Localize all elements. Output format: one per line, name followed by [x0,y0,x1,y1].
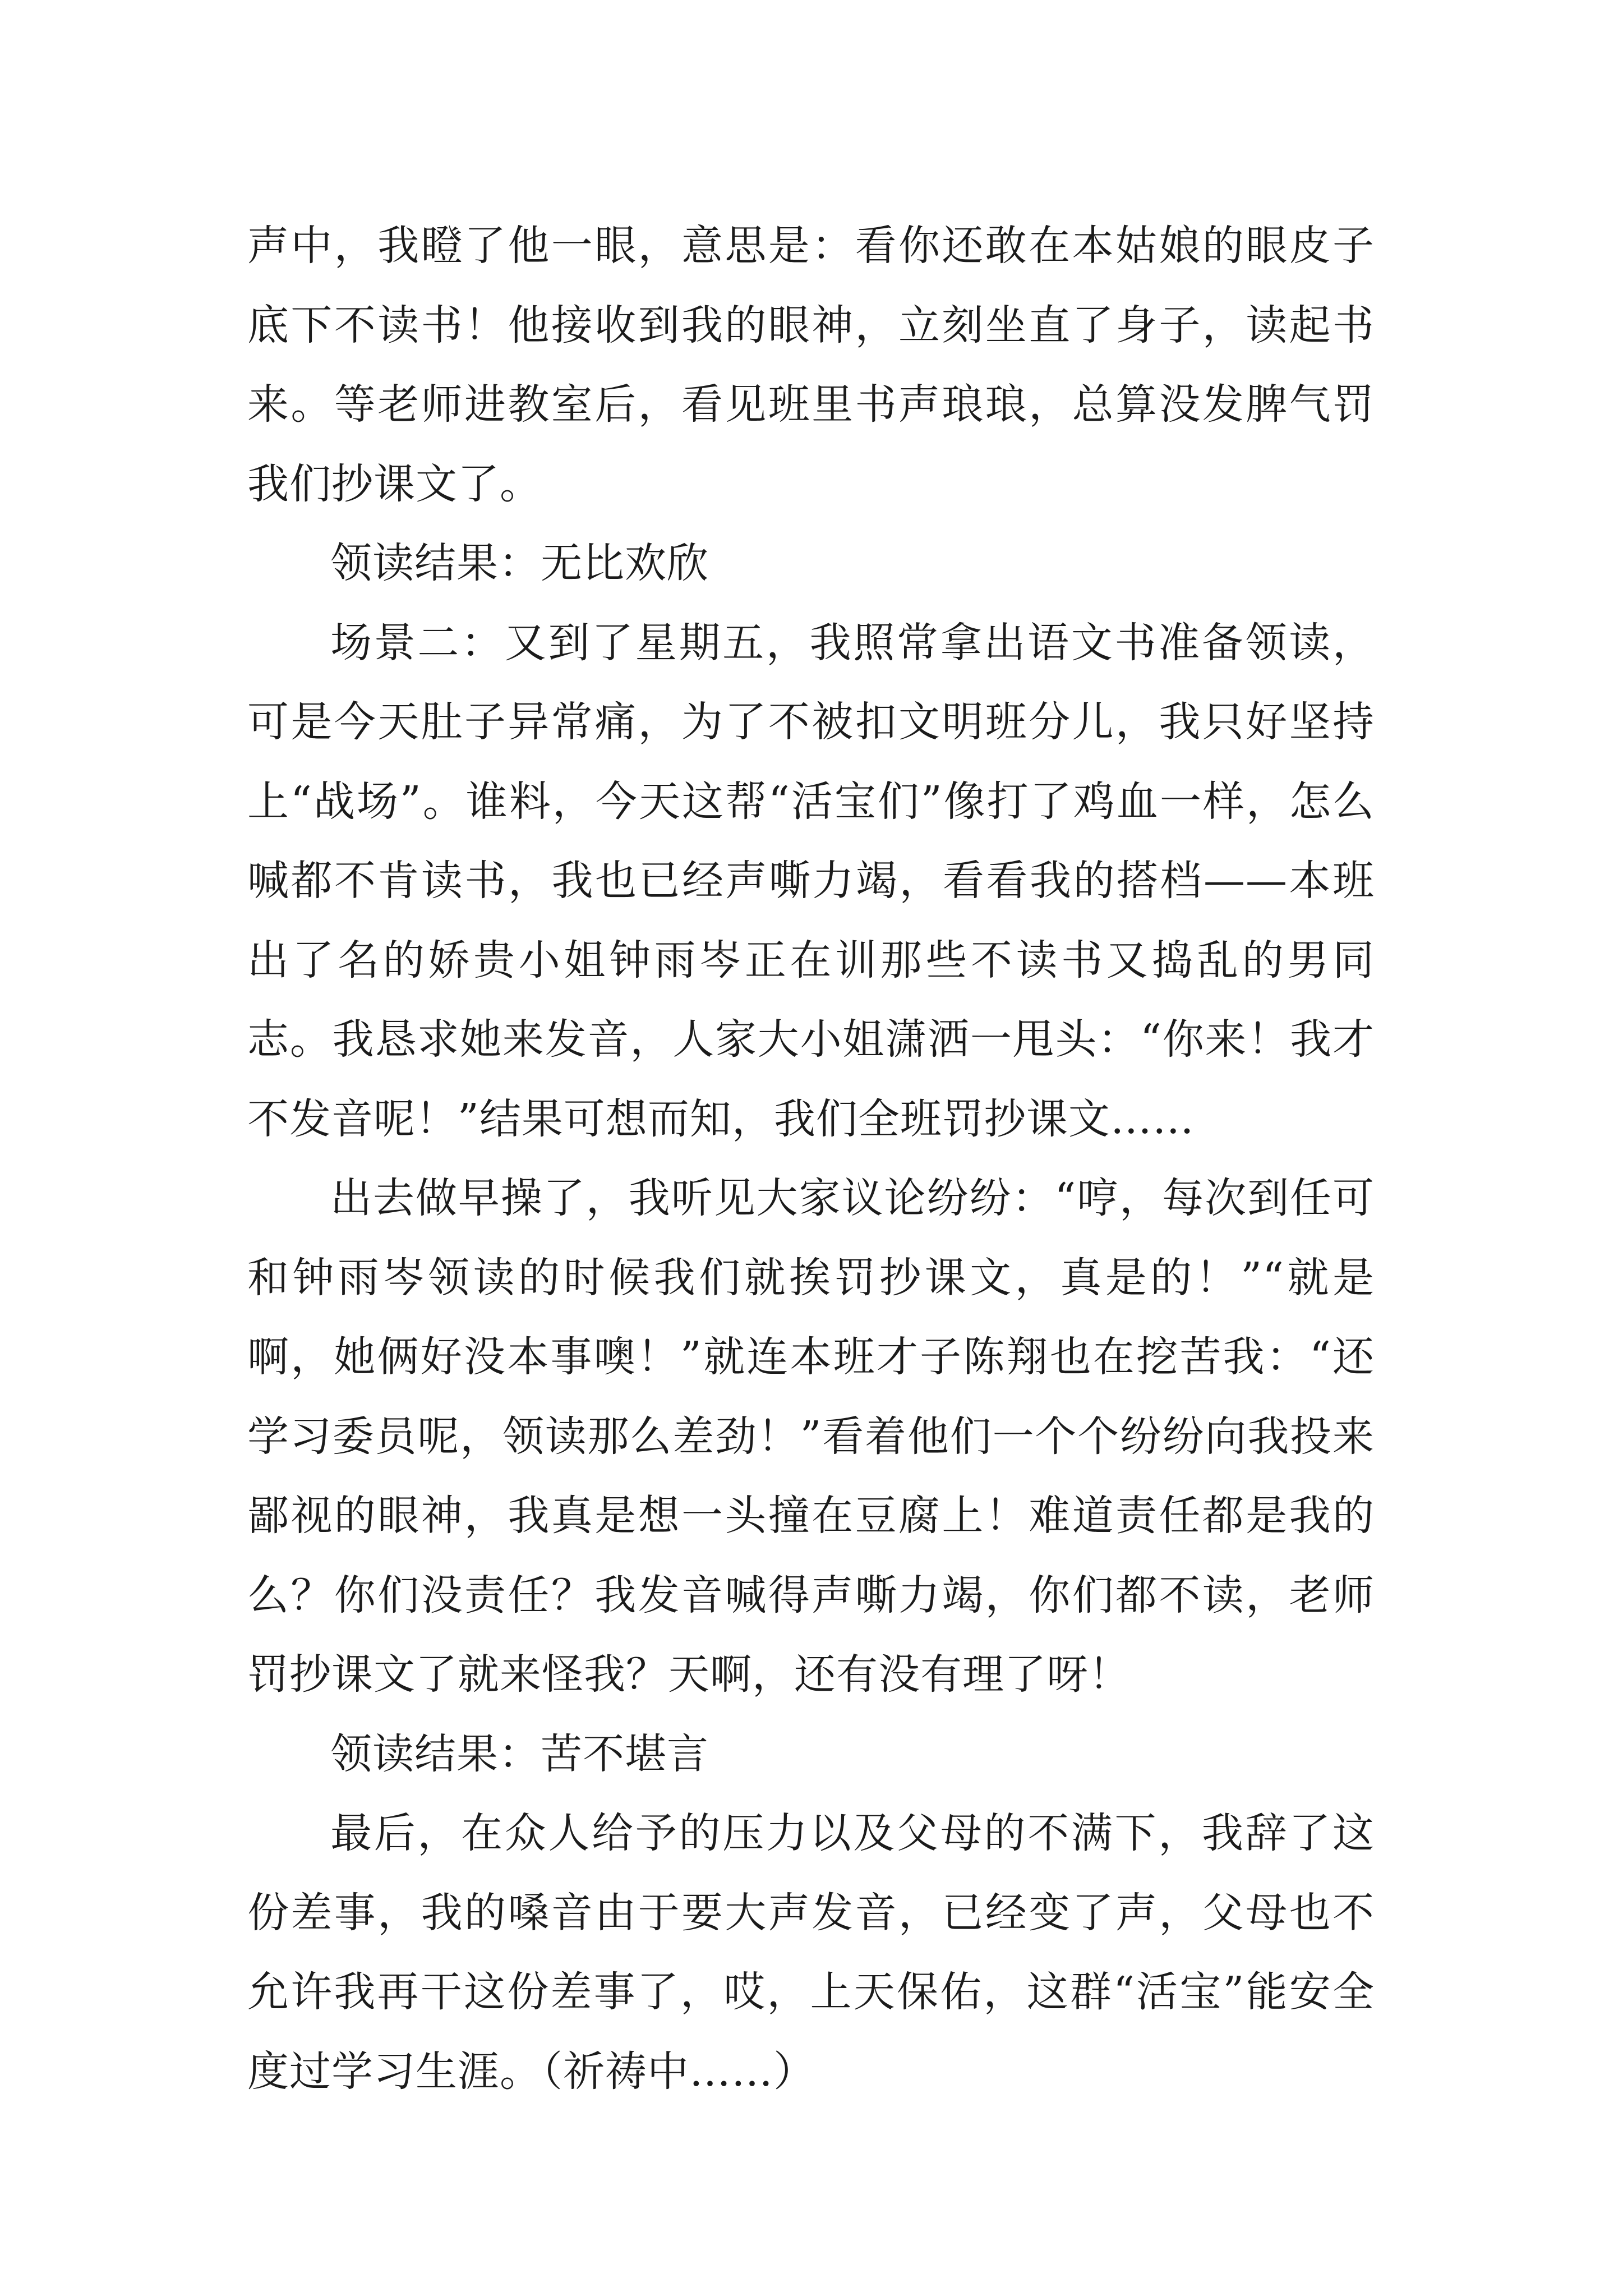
paragraph-6-ending: 最后，在众人给予的压力以及父母的不满下，我辞了这份差事，我的嗓音由于要大声发音，已经变了声，父母也不允许我再干这份差事了，哎，上天保佑，这群“活宝”能安全度过学习生涯。（祈祷中……） [247,1809,1375,2096]
document-body [247,206,1375,2111]
paragraph-5-result: 领读结果：苦不堪言 [330,1729,709,1778]
paragraph-1: 声中，我瞪了他一眼，意思是：看你还敢在本姑娘的眼皮子底下不读书！他接收到我的眼神，立刻坐直了身子，读起书来。等老师进教室后，看见班里书声琅琅，总算没发脾气罚我们抄课文了。 [247,222,1375,508]
paragraph-3-scene-two: 场景二：又到了星期五，我照常拿出语文书准备领读，可是今天肚子异常痛，为了不被扣文明班分儿，我只好坚持上“战场”。谁料，今天这帮“活宝们”像打了鸡血一样，怎么喊都不肯读书，我也已经声嘶力竭，看看我的搭档——本班出了名的娇贵小姐钟雨岑正在训那些不读书又捣乱的男同志。我恳求她来发音，人家大小姐潇洒一甩头：“你来！我才不发音呢！”结果可想而知，我们全班罚抄课文…… [247,618,1375,1143]
paragraph-2-result: 领读结果：无比欢欣 [330,539,709,587]
paragraph-4: 出去做早操了，我听见大家议论纷纷：“哼，每次到任可和钟雨岑领读的时候我们就挨罚抄课文，真是的！”“就是啊，她俩好没本事噢！”就连本班才子陈翔也在挖苦我：“还学习委员呢，领读那么差劲！”看着他们一个个纷纷向我投来鄙视的眼神，我真是想一头撞在豆腐上！难道责任都是我的么？你们没责任？我发音喊得声嘶力竭，你们都不读，老师罚抄课文了就来怪我？天啊，还有没有理了呀！ [247,1174,1375,1699]
